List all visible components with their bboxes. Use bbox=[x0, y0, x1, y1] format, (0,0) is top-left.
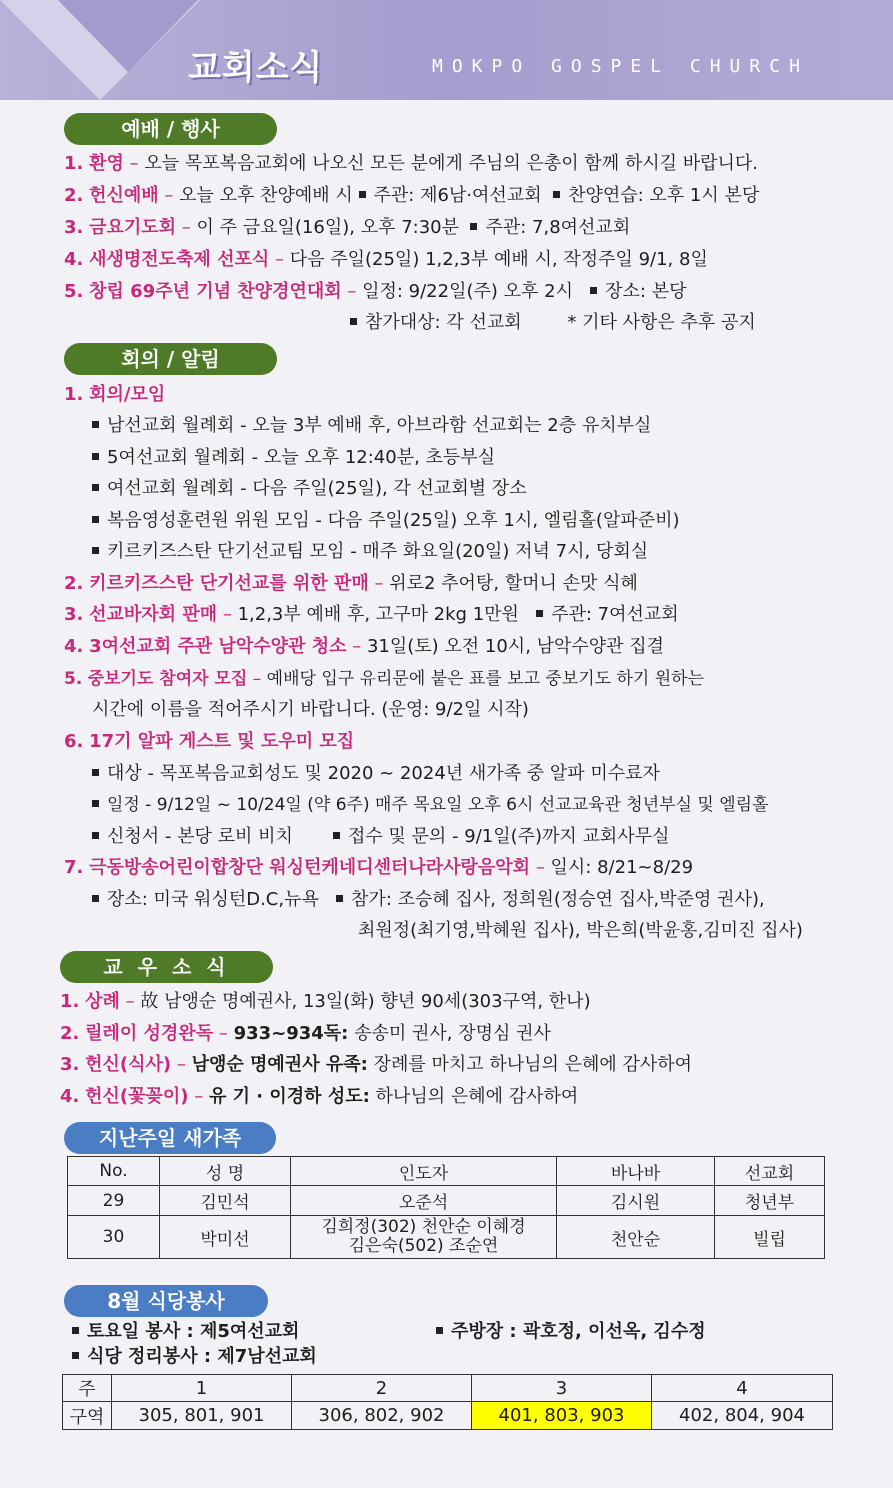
member-item-4: 4. 헌신(꽃꽂이) – 유 기 · 이경하 성도: 하나님의 은혜에 감사하여 bbox=[60, 1086, 579, 1107]
zone-cell-highlighted: 401, 803, 903 bbox=[472, 1402, 652, 1430]
cell: 29 bbox=[68, 1186, 160, 1216]
member-item-3: 3. 헌신(식사) – 남앵순 명예권사 유족: 장례를 마치고 하나님의 은혜에 감사하여 bbox=[60, 1054, 693, 1075]
member-item-2: 2. 릴레이 성경완독 – 933~934독: 송송미 권사, 장명심 권사 bbox=[60, 1023, 551, 1044]
zone-cell: 402, 804, 904 bbox=[652, 1402, 833, 1430]
meeting-item-1: 1. 회의/모임 bbox=[64, 384, 166, 405]
zone-cell: 306, 802, 902 bbox=[292, 1402, 472, 1430]
cell: 김민석 bbox=[160, 1186, 291, 1216]
meeting-sub-3: 여선교회 월례회 - 다음 주일(25일), 각 선교회별 장소 bbox=[92, 477, 527, 501]
member-item-1: 1. 상례 – 故 남앵순 명예권사, 13일(화) 향년 90세(303구역, 한나) bbox=[60, 991, 591, 1012]
guide-line-1: 김희정(302) 천안순 이혜경 bbox=[321, 1217, 526, 1237]
worship-item-5: 5. 창립 69주년 기념 찬양경연대회 – 일정: 9/22일(주) 오후 2시 장소: 본당 bbox=[64, 281, 687, 302]
kitchen-table bbox=[62, 1374, 833, 1430]
meeting-6-sub-3: 신청서 - 본당 로비 비치 접수 및 문의 - 9/1일(주)까지 교회사무실 bbox=[92, 825, 670, 849]
cell: 오준석 bbox=[291, 1186, 557, 1216]
kitchen-zone-row bbox=[63, 1402, 833, 1430]
meeting-sub-4: 복음영성훈련원 위원 모임 - 다음 주일(25일) 오후 1시, 엘림홀(알파준비) bbox=[92, 509, 680, 533]
decor-triangle-dark bbox=[58, 0, 198, 72]
kitchen-saturday: 토요일 봉사 : 제5여선교회 bbox=[72, 1320, 299, 1344]
table-row bbox=[68, 1216, 825, 1259]
section-members: 교 우 소 식 bbox=[60, 951, 273, 983]
page-title: 교회소식 bbox=[188, 48, 324, 88]
meeting-item-4: 4. 3여선교회 주관 남악수양관 청소 – 31일(토) 오전 10시, 남악수양관 집결 bbox=[64, 636, 665, 657]
kitchen-head-cook: 주방장 : 곽호정, 이선옥, 김수정 bbox=[436, 1320, 706, 1344]
col-guide: 인도자 bbox=[291, 1157, 557, 1186]
section-worship: 예배 / 행사 bbox=[64, 113, 277, 145]
worship-item-2: 2. 헌신예배 – 오늘 오후 찬양예배 시 주관: 제6남·여선교회 찬양연습: 오후 1시 본당 bbox=[64, 185, 760, 206]
week-cell: 2 bbox=[292, 1375, 472, 1402]
col-barnabas: 바나바 bbox=[557, 1157, 715, 1186]
meeting-sub-5: 키르키즈스탄 단기선교팀 모임 - 매주 화요일(20일) 저녁 7시, 당회실 bbox=[92, 540, 648, 564]
page-subtitle: MOKPO GOSPEL CHURCH bbox=[432, 56, 809, 77]
week-cell: 3 bbox=[472, 1375, 652, 1402]
table-header-row bbox=[68, 1157, 825, 1186]
meeting-7-sub-1: 장소: 미국 워싱턴D.C,뉴욕 참가: 조승혜 집사, 정희원(정승연 집사,박준영 권사), bbox=[92, 888, 765, 912]
table-row bbox=[68, 1186, 825, 1216]
cell: 천안순 bbox=[557, 1216, 715, 1259]
worship-item-1: 1. 환영 – 오늘 목포복음교회에 나오신 모든 분에게 주님의 은총이 함께 하시길 바랍니다. bbox=[64, 153, 758, 174]
cell: 박미선 bbox=[160, 1216, 291, 1259]
worship-item-3: 3. 금요기도회 – 이 주 금요일(16일), 오후 7:30분 주관: 7,8여선교회 bbox=[64, 217, 631, 238]
meeting-item-3: 3. 선교바자회 판매 – 1,2,3부 예배 후, 고구마 2kg 1만원 주관: 7여선교회 bbox=[64, 604, 679, 625]
meeting-7-sub-2: 최원정(최기영,박혜원 집사), 박은희(박윤홍,김미진 집사) bbox=[358, 920, 803, 941]
cell-guide-multi bbox=[291, 1216, 557, 1259]
meeting-item-5: 5. 중보기도 참여자 모집 – 예배당 입구 유리문에 붙은 표를 보고 중보기도 하기 원하는 bbox=[64, 669, 705, 689]
section-newcomers: 지난주일 새가족 bbox=[64, 1122, 276, 1154]
worship-item-5-detail: 참가대상: 각 선교회 * 기타 사항은 추후 공지 bbox=[350, 311, 756, 335]
week-label: 주 bbox=[63, 1375, 112, 1402]
week-cell: 4 bbox=[652, 1375, 833, 1402]
week-cell: 1 bbox=[112, 1375, 292, 1402]
meeting-item-2: 2. 키르키즈스탄 단기선교를 위한 판매 – 위로2 추어탕, 할머니 손맛 식혜 bbox=[64, 573, 638, 594]
col-no: No. bbox=[68, 1157, 160, 1186]
meeting-sub-2: 5여선교회 월례회 - 오늘 오후 12:40분, 초등부실 bbox=[92, 446, 495, 470]
guide-line-2: 김은숙(502) 조순연 bbox=[348, 1236, 499, 1256]
header-banner bbox=[0, 0, 893, 100]
zone-cell: 305, 801, 901 bbox=[112, 1402, 292, 1430]
cell: 30 bbox=[68, 1216, 160, 1259]
meeting-item-6: 6. 17기 알파 게스트 및 도우미 모집 bbox=[64, 731, 355, 752]
meeting-item-5-cont: 시간에 이름을 적어주시기 바랍니다. (운영: 9/2일 시작) bbox=[92, 699, 529, 720]
kitchen-week-row bbox=[63, 1375, 833, 1402]
meeting-6-sub-1: 대상 - 목포복음교회성도 및 2020 ~ 2024년 새가족 중 알파 미수료자 bbox=[92, 762, 660, 786]
worship-item-4: 4. 새생명전도축제 선포식 – 다음 주일(25일) 1,2,3부 예배 시, 작정주일 9/1, 8일 bbox=[64, 249, 708, 270]
section-kitchen: 8월 식당봉사 bbox=[64, 1285, 268, 1317]
meeting-sub-1: 남선교회 월례회 - 오늘 3부 예배 후, 아브라함 선교회는 2층 유치부실 bbox=[92, 414, 651, 438]
cell: 김시원 bbox=[557, 1186, 715, 1216]
zone-label: 구역 bbox=[63, 1402, 112, 1430]
col-mission: 선교회 bbox=[715, 1157, 825, 1186]
meeting-6-sub-2: 일정 - 9/12일 ~ 10/24일 (약 6주) 매주 목요일 오후 6시 선교교육관 청년부실 및 엘림홀 bbox=[92, 793, 769, 817]
kitchen-cleanup: 식당 정리봉사 : 제7남선교회 bbox=[72, 1345, 317, 1369]
section-meeting: 회의 / 알림 bbox=[64, 343, 277, 375]
newcomers-table bbox=[67, 1156, 825, 1259]
col-name: 성 명 bbox=[160, 1157, 291, 1186]
meeting-item-7: 7. 극동방송어린이합창단 워싱턴케네디센터나라사랑음악회 – 일시: 8/21~8/29 bbox=[64, 857, 694, 878]
cell: 빌립 bbox=[715, 1216, 825, 1259]
cell: 청년부 bbox=[715, 1186, 825, 1216]
